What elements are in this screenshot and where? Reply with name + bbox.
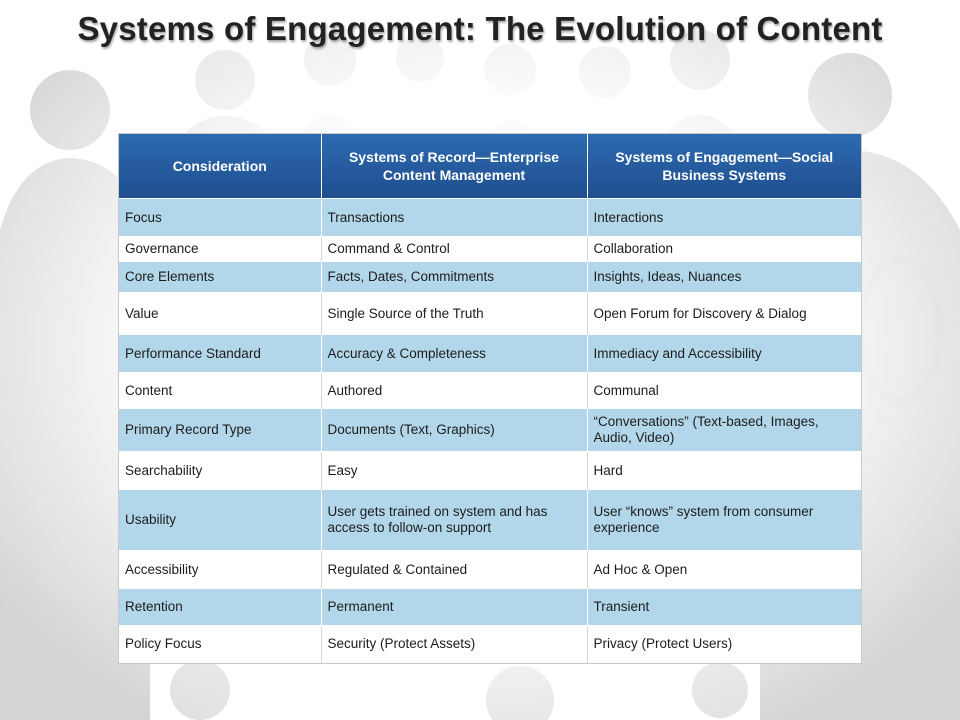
cell-consideration: Primary Record Type	[119, 409, 321, 452]
header-consideration: Consideration	[119, 134, 321, 199]
cell-consideration: Core Elements	[119, 262, 321, 293]
cell-systems-of-record: Documents (Text, Graphics)	[321, 409, 587, 452]
table-header-row	[119, 134, 861, 199]
cell-systems-of-engagement: Immediacy and Accessibility	[587, 335, 861, 373]
cell-systems-of-record: Regulated & Contained	[321, 551, 587, 589]
cell-consideration: Searchability	[119, 452, 321, 490]
cell-systems-of-record: Easy	[321, 452, 587, 490]
cell-systems-of-engagement: Transient	[587, 589, 861, 626]
cell-systems-of-engagement: Ad Hoc & Open	[587, 551, 861, 589]
cell-consideration: Content	[119, 373, 321, 409]
cell-systems-of-engagement: Collaboration	[587, 237, 861, 262]
table-row	[119, 490, 861, 551]
cell-systems-of-record: User gets trained on system and has access to follow-on support	[321, 490, 587, 551]
cell-systems-of-engagement: Insights, Ideas, Nuances	[587, 262, 861, 293]
table-row	[119, 409, 861, 452]
cell-systems-of-record: Permanent	[321, 589, 587, 626]
table-row	[119, 237, 861, 262]
table-row	[119, 262, 861, 293]
table-row	[119, 199, 861, 237]
slide-title: Systems of Engagement: The Evolution of Content	[77, 10, 883, 47]
comparison-table-container	[118, 133, 862, 664]
cell-consideration: Accessibility	[119, 551, 321, 589]
cell-consideration: Value	[119, 293, 321, 335]
cell-systems-of-engagement: User “knows” system from consumer experience	[587, 490, 861, 551]
cell-consideration: Policy Focus	[119, 626, 321, 663]
cell-systems-of-record: Facts, Dates, Commitments	[321, 262, 587, 293]
cell-systems-of-engagement: “Conversations” (Text-based, Images, Audio, Video)	[587, 409, 861, 452]
cell-systems-of-record: Single Source of the Truth	[321, 293, 587, 335]
cell-systems-of-record: Command & Control	[321, 237, 587, 262]
table-row	[119, 373, 861, 409]
header-systems-of-record: Systems of Record—Enterprise Content Management	[321, 134, 587, 199]
header-systems-of-engagement: Systems of Engagement—Social Business Systems	[587, 134, 861, 199]
cell-systems-of-record: Authored	[321, 373, 587, 409]
table-row	[119, 335, 861, 373]
cell-systems-of-engagement: Interactions	[587, 199, 861, 237]
cell-systems-of-engagement: Open Forum for Discovery & Dialog	[587, 293, 861, 335]
cell-systems-of-record: Accuracy & Completeness	[321, 335, 587, 373]
cell-systems-of-engagement: Communal	[587, 373, 861, 409]
cell-consideration: Focus	[119, 199, 321, 237]
table-row	[119, 626, 861, 663]
cell-systems-of-record: Security (Protect Assets)	[321, 626, 587, 663]
cell-consideration: Usability	[119, 490, 321, 551]
cell-consideration: Retention	[119, 589, 321, 626]
comparison-table	[119, 134, 861, 663]
cell-systems-of-record: Transactions	[321, 199, 587, 237]
cell-systems-of-engagement: Hard	[587, 452, 861, 490]
cell-consideration: Performance Standard	[119, 335, 321, 373]
table-row	[119, 452, 861, 490]
table-row	[119, 293, 861, 335]
table-row	[119, 551, 861, 589]
cell-consideration: Governance	[119, 237, 321, 262]
table-row	[119, 589, 861, 626]
cell-systems-of-engagement: Privacy (Protect Users)	[587, 626, 861, 663]
